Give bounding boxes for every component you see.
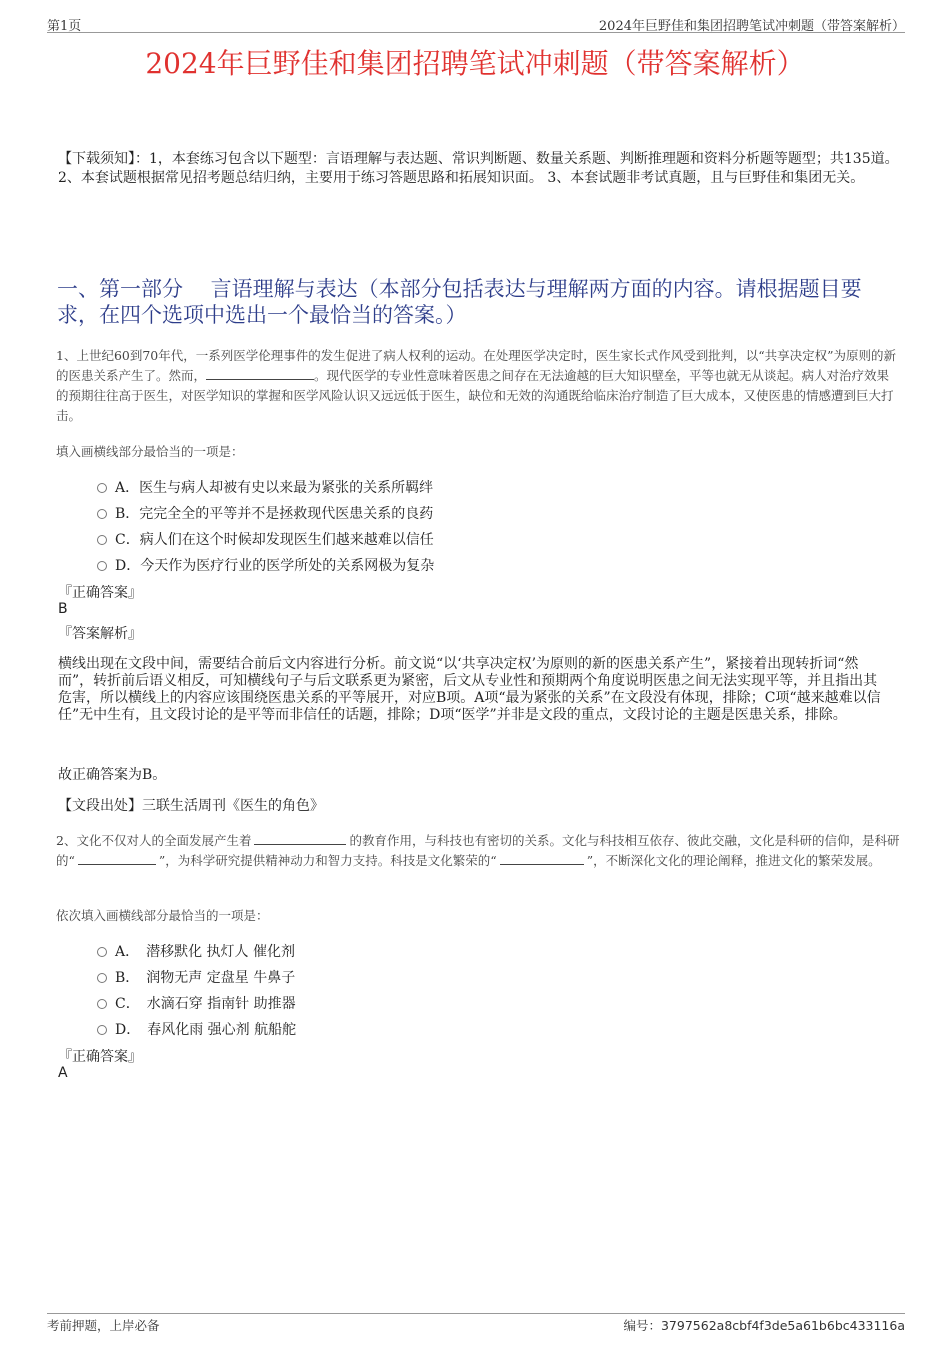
fill-blank (500, 852, 584, 865)
analysis-label: 『答案解析』 (58, 626, 142, 642)
document-title: 2024年巨野佳和集团招聘笔试冲刺题（带答案解析） (145, 47, 805, 80)
document-code: 编号：3797562a8cbf4f3de5a61b6bc433116a (623, 1318, 905, 1333)
correct-answer: A (58, 1065, 68, 1081)
radio-icon[interactable] (97, 509, 107, 519)
answer-conclusion: 故正确答案为B。 (58, 767, 167, 783)
radio-icon[interactable] (97, 561, 107, 571)
question-1-option-a[interactable]: A．医生与病人却被有史以来最为紧张的关系所羁绊 (97, 477, 433, 497)
question-2-option-a[interactable]: A． 潜移默化 执灯人 催化剂 (97, 941, 295, 961)
question-1-option-b[interactable]: B．完完全全的平等并不是拯救现代医患关系的良药 (97, 503, 433, 523)
fill-blank (206, 367, 314, 380)
answer-analysis: 横线出现在文段中间，需要结合前后文内容进行分析。前文说“以‘共享决定权’为原则的新的医患关系产生”，紧接着出现转折词“然而”，转折前后语义相反，可知横线句子与后文联系更为紧密，后文从专业性和预期两个角度说明医患之间无法实现平等，并且指出其危害，所以横线上的内容应该围绕医患关系的平等展开，对应B项。A项“最为紧张的关系”在文段没有体现，排除；C项“越来越难以信任”无中生有，且文段讨论的是平等而非信任的话题，排除；D项“医学”并非是文段的重点，文段讨论的主题是医患关系，排除。 (58, 656, 881, 723)
question-2-option-d[interactable]: D． 春风化雨 强心剂 航船舵 (97, 1019, 296, 1039)
radio-icon[interactable] (97, 999, 107, 1009)
correct-answer: B (58, 601, 68, 617)
page-number: 第1页 (47, 19, 82, 34)
correct-answer-label: 『正确答案』 (58, 585, 142, 601)
question-1-stem: 1、上世纪60到70年代，一系列医学伦理事件的发生促进了病人权利的运动。在处理医学决定时，医生家长式作风受到批判，以“共享决定权”为原则的新的医患关系产生了。然而， 。现代医学的专业性意味着医患之间存在无法逾越的巨大知识壁垒，平等也就无从谈起。病人对治疗效果的预期往往高于医生，对医学知识的掌握和医学风险认识又远远低于医生，缺位和无效的沟通既给临床治疗制造了巨大成本，又使医患的情感遭到巨大打击。 (56, 348, 897, 423)
question-2-option-b[interactable]: B． 润物无声 定盘星 牛鼻子 (97, 967, 295, 987)
correct-answer-label: 『正确答案』 (58, 1049, 142, 1065)
section-heading: 一、第一部分 言语理解与表达（本部分包括表达与理解两方面的内容。请根据题目要求，在四个选项中选出一个最恰当的答案。） (57, 277, 862, 327)
question-1-option-c[interactable]: C．病人们在这个时候却发现医生们越来越难以信任 (97, 529, 434, 549)
header-doc-title: 2024年巨野佳和集团招聘笔试冲刺题（带答案解析） (598, 19, 905, 34)
radio-icon[interactable] (97, 973, 107, 983)
radio-icon[interactable] (97, 1025, 107, 1035)
page-footer (47, 1313, 905, 1334)
fill-blank (254, 832, 346, 845)
download-notice: 【下载须知】：1，本套练习包含以下题型：言语理解与表达题、常识判断题、数量关系题、判断推理题和资料分析题等题型；共135道。 2、本套试题根据常见招考题总结归纳，主要用于练习答题思路和拓展知识面。 3、本套试题非考试真题，且与巨野佳和集团无关。 (58, 151, 899, 186)
question-1-prompt: 填入画横线部分最恰当的一项是： (56, 444, 244, 459)
question-2-prompt: 依次填入画横线部分最恰当的一项是： (56, 908, 269, 923)
question-2-stem: 2、文化不仅对人的全面发展产生着 的教育作用，与科技也有密切的关系。文化与科技相互依存、彼此交融，文化是科研的信仰，是科研的“ ”，为科学研究提供精神动力和智力支持。科技是文化繁荣的“ ”，不断深化文化的理论阐释，推进文化的繁荣发展。 (56, 833, 900, 868)
footer-slogan: 考前押题，上岸必备 (47, 1318, 160, 1333)
radio-icon[interactable] (97, 483, 107, 493)
question-1-option-d[interactable]: D．今天作为医疗行业的医学所处的关系网极为复杂 (97, 555, 434, 575)
fill-blank (78, 852, 156, 865)
passage-source: 【文段出处】三联生活周刊《医生的角色》 (58, 798, 324, 814)
page-header (47, 14, 905, 33)
question-2-option-c[interactable]: C． 水滴石穿 指南针 助推器 (97, 993, 296, 1013)
radio-icon[interactable] (97, 535, 107, 545)
radio-icon[interactable] (97, 947, 107, 957)
